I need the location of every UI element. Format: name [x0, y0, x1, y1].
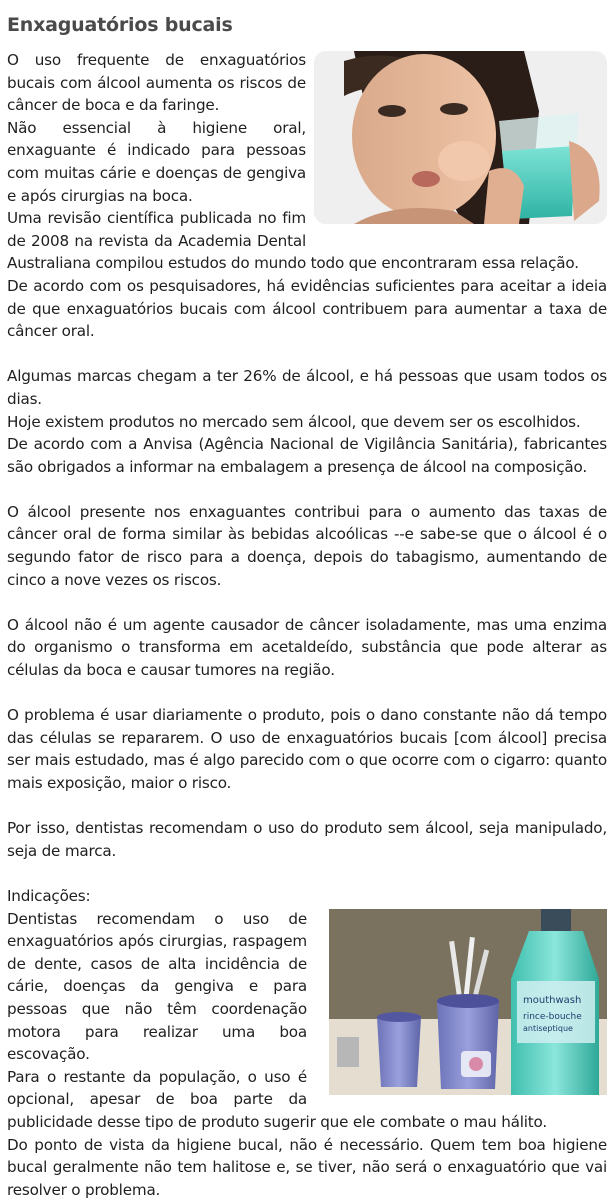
bottle-label-line3: antiseptique [523, 1024, 573, 1033]
paragraph: O álcool não é um agente causador de câncer isoladamente, mas uma enzima do organismo o transforma em acetaldeído, substância que pode alterar as células da boca e causar tumores na região. [7, 614, 607, 682]
bottle-label-line1: mouthwash [523, 995, 581, 1006]
article-body [7, 49, 607, 1201]
article-title: Enxaguatórios bucais [7, 14, 233, 36]
paragraph: Por isso, dentistas recomendam o uso do produto sem álcool, seja manipulado, seja de marca. [7, 817, 607, 862]
paragraph: Para o restante da população, o uso é opcional, apesar de boa parte da publicidade desse tipo de produto sugerir que ele combate o mau hálito. [7, 1066, 607, 1134]
paragraph: De acordo com a Anvisa (Agência Nacional de Vigilância Sanitária), fabricantes são obrigados a informar na embalagem a presença de álcool na composição. [7, 433, 607, 478]
paragraph: O problema é usar diariamente o produto, pois o dano constante não dá tempo das células se repararem. O uso de enxaguatórios bucais [com álcool] precisa ser mais estudado, mas é algo parecido com o que ocorre com o cigarro: quanto mais exposição, maior o risco. [7, 704, 607, 794]
paragraph: O uso frequente de enxaguatórios bucais com álcool aumenta os riscos de câncer de boca e da faringe. [7, 49, 607, 117]
paragraph: Do ponto de vista da higiene bucal, não é necessário. Quem tem boa higiene bucal geralmente não tem halitose e, se tiver, não será o enxaguatório que vai resolver o problema. [7, 1134, 607, 1201]
mouthwash-bottle-photo [329, 909, 607, 1095]
indications-heading: Indicações: [7, 885, 607, 908]
woman-rinsing-photo [314, 51, 607, 224]
paragraph: De acordo com os pesquisadores, há evidências suficientes para aceitar a ideia de que enxaguatórios bucais com álcool contribuem para aumentar a taxa de câncer oral. [7, 275, 607, 343]
paragraph: Uma revisão científica publicada no fim de 2008 na revista da Academia Dental Australiana compilou estudos do mundo todo que encontraram essa relação. [7, 207, 607, 275]
paragraph: Hoje existem produtos no mercado sem álcool, que devem ser os escolhidos. [7, 411, 607, 434]
paragraph: Algumas marcas chegam a ter 26% de álcool, e há pessoas que usam todos os dias. [7, 365, 607, 410]
paragraph: O álcool presente nos enxaguantes contribui para o aumento das taxas de câncer oral de forma similar às bebidas alcoólicas --e sabe-se que o álcool é o segundo fator de risco para a doença, depois do tabagismo, aumentando de cinco a nove vezes os riscos. [7, 501, 607, 591]
paragraph: Não essencial à higiene oral, enxaguante é indicado para pessoas com muitas cárie e doenças de gengiva e após cirurgias na boca. [7, 117, 607, 207]
paragraph: Dentistas recomendam o uso de enxaguatórios após cirurgias, raspagem de dente, casos de alta incidência de cárie, doenças da gengiva e para pessoas que não têm coordenação motora para realizar uma boa escovação. [7, 908, 607, 1066]
bottle-label-line2: rince-bouche [523, 1012, 582, 1022]
